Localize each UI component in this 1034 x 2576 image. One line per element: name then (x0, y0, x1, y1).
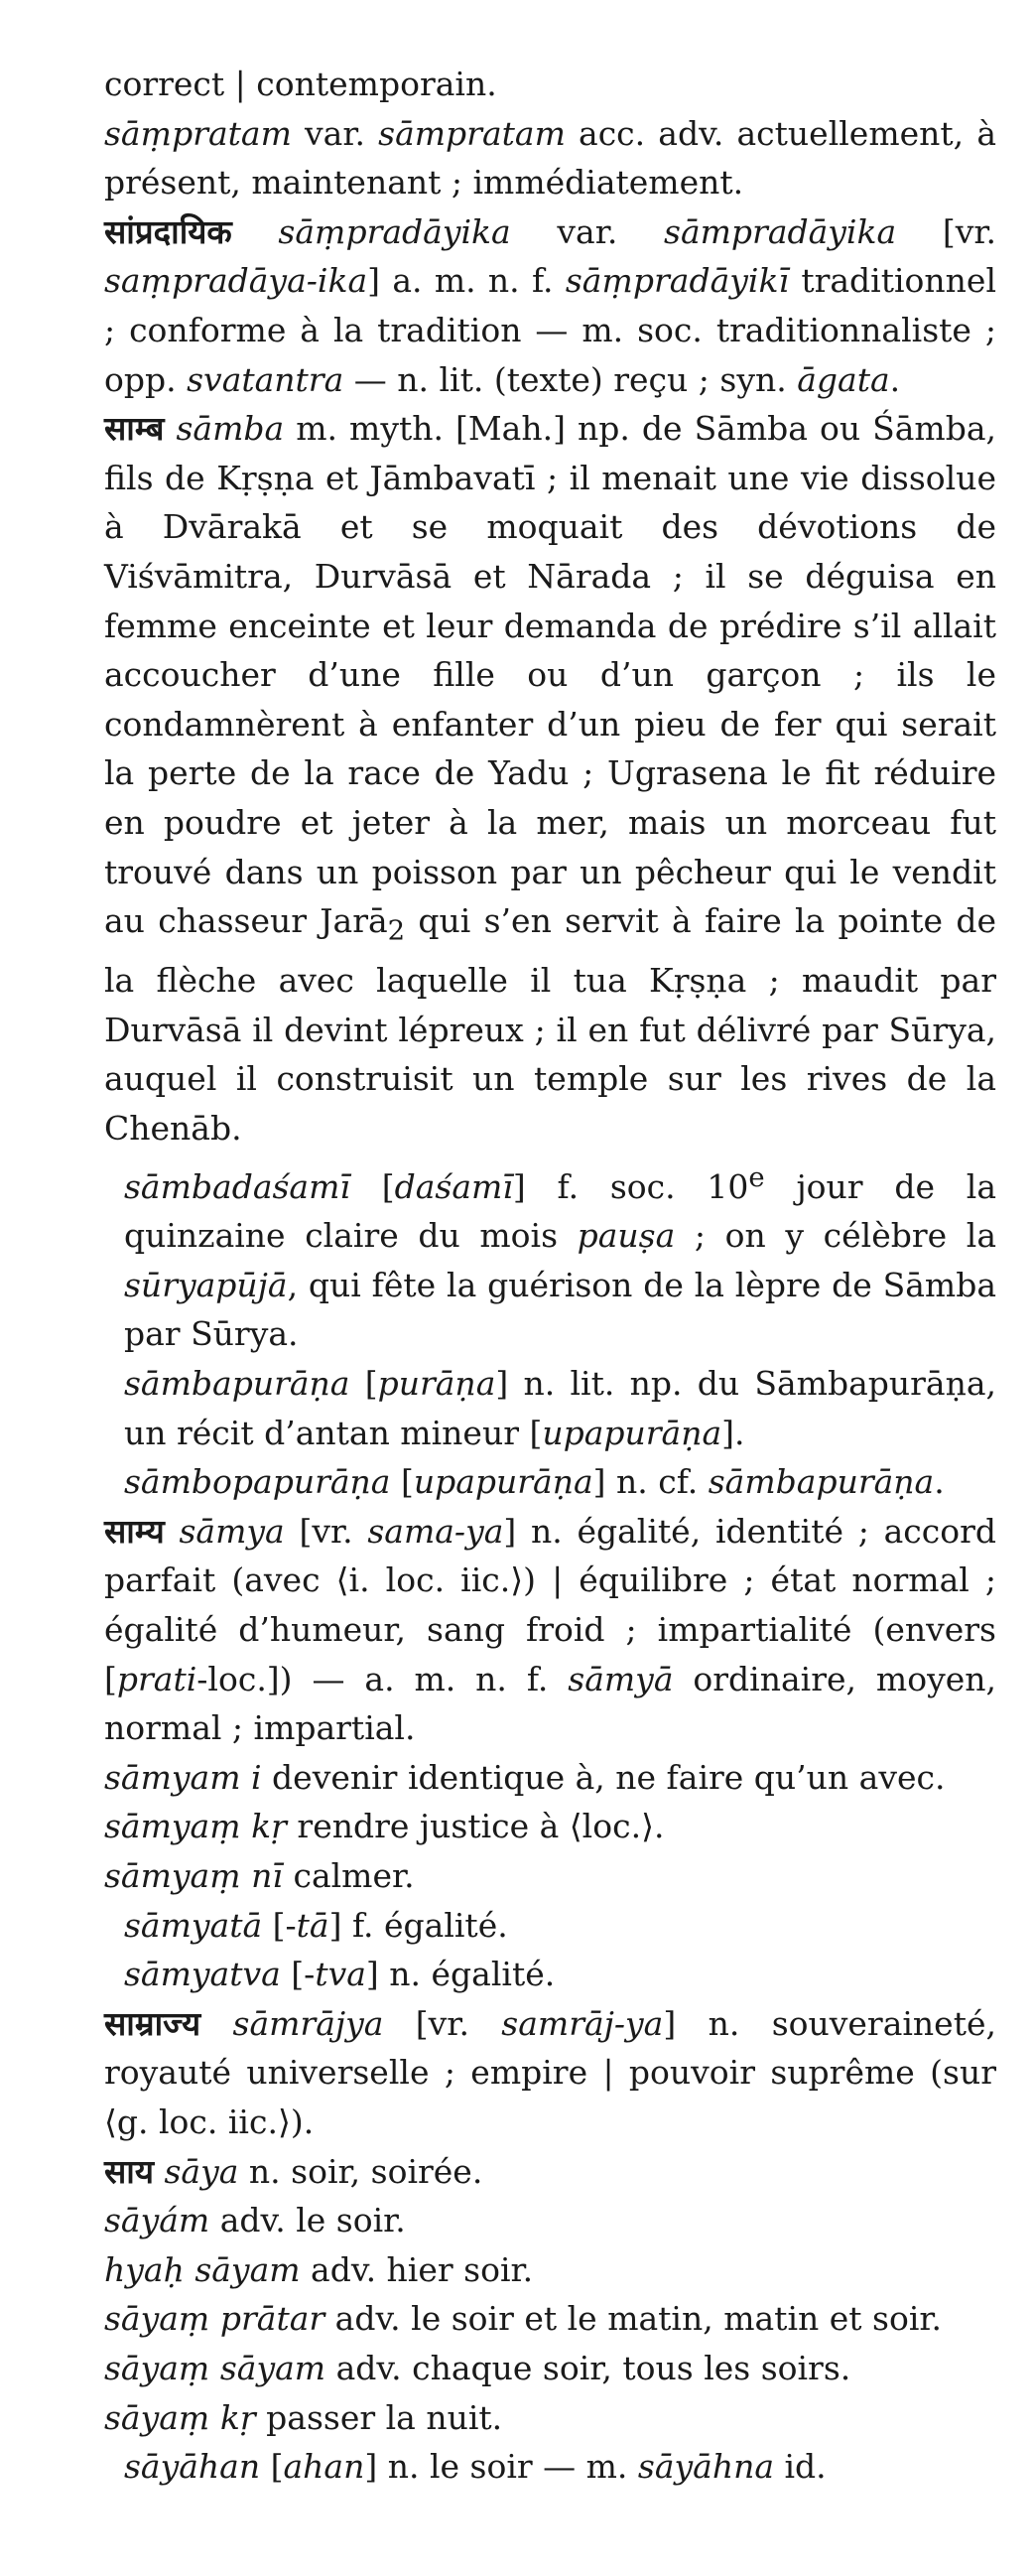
entry-text: , qui fête la guérison de la lèpre de Sāmba par Sūrya. (124, 1265, 996, 1354)
italic-term: sāmyaṃ kṛ (104, 1807, 287, 1846)
dictionary-entry (104, 1753, 996, 1803)
entry-text: [vr. (383, 2003, 502, 2043)
entry-text: ] n. cf. (592, 1462, 709, 1502)
subscript: 2 (387, 914, 406, 947)
italic-term: tā (296, 1905, 329, 1945)
italic-term: sāmbapurāṇa (124, 1364, 350, 1404)
entry-text: ] a. m. n. f. (367, 261, 566, 301)
italic-term: prati (116, 1659, 197, 1698)
entry-text: id. (774, 2447, 827, 2487)
italic-term: sāmya (179, 1511, 285, 1551)
entry-text: adv. chaque soir, tous les soirs. (325, 2348, 851, 2387)
entry-text: ] f. soc. 10 (512, 1166, 749, 1206)
entry-text: ]. (721, 1413, 745, 1452)
entry-text: passer la nuit. (255, 2397, 503, 2437)
dictionary-entry (104, 2196, 996, 2245)
superscript: e (748, 1160, 765, 1193)
sub-entry (104, 2442, 996, 2492)
entry-text: [ (390, 1462, 414, 1502)
entry-text: . (934, 1462, 945, 1502)
entry-text: var. (291, 113, 379, 153)
devanagari-headword: सांप्रदायिक (104, 211, 232, 251)
dictionary-entry (104, 404, 996, 1153)
italic-term: sāyāhan (124, 2447, 261, 2487)
italic-term: sāmyā (568, 1659, 674, 1698)
entry-text: calmer. (282, 1855, 415, 1895)
entry-text: ; on y célèbre la (675, 1216, 996, 1256)
entry-text: qui s’en servit à faire la pointe de la flèche avec laquelle il tua Kṛṣṇa ; maudit par Durvāsā il devint lépreux ; il en fut délivré par Sūrya, auquel il construisit un temple sur les rives de la Chenāb. (104, 901, 996, 1149)
italic-term: sāmpradāyika (664, 211, 897, 251)
entry-text: adv. le soir. (209, 2201, 406, 2240)
entry-text (164, 409, 176, 448)
dictionary-entry (104, 207, 996, 404)
italic-term: purāṇa (377, 1364, 496, 1404)
italic-term: sāmba (176, 409, 285, 449)
entry-text: ] n. le soir — m. (364, 2447, 638, 2487)
dictionary-entry (104, 2245, 996, 2295)
sub-entry (104, 1901, 996, 1951)
italic-term: samrāj-ya (501, 2003, 664, 2043)
entry-text: [vr. (284, 1511, 368, 1551)
italic-term: svatantra (187, 359, 344, 399)
entry-text (154, 2152, 165, 2191)
devanagari-headword: साम्ब (104, 409, 165, 449)
entry-text: . (889, 359, 901, 399)
entry-text: var. (510, 211, 665, 251)
sub-entry (104, 1153, 996, 1359)
italic-term: pauṣa (577, 1216, 676, 1256)
entry-text: [ (260, 2447, 284, 2487)
italic-term: sāya (164, 2151, 239, 2191)
italic-term: sama-ya (367, 1511, 504, 1551)
italic-term: sūryapūjā (124, 1265, 288, 1304)
italic-term: daśamī (394, 1166, 513, 1206)
italic-term: tva (315, 1955, 366, 1994)
italic-term: sāmyam i (104, 1757, 262, 1797)
devanagari-headword: साय (104, 2151, 154, 2191)
italic-term: sāyám (104, 2201, 210, 2240)
entry-text: [- (262, 1905, 297, 1945)
italic-term: sāmyaṃ nī (104, 1855, 283, 1895)
dictionary-entry (104, 1999, 996, 2147)
italic-term: sāyāhna (637, 2447, 775, 2487)
entry-text: acc. adv. actuellement, à présent, maintenant ; immédiatement. (104, 113, 996, 203)
dictionary-entry (104, 2147, 996, 2197)
entry-text: correct | contemporain. (104, 65, 497, 103)
entry-text: ] n. égalité. (365, 1955, 556, 1994)
dictionary-entry (104, 1851, 996, 1901)
italic-term: saṃpradāya-ika (104, 261, 368, 301)
entry-text: jour de la quinzaine claire du mois (124, 1166, 997, 1256)
entry-text: traditionnel ; conforme à la tradition — m. soc. traditionnaliste ; opp. (104, 261, 996, 399)
entry-text: rendre justice à ⟨loc.⟩. (286, 1807, 665, 1846)
entry-text: n. soir, soirée. (238, 2151, 483, 2191)
dictionary-entry (104, 1507, 996, 1753)
entry-text (200, 2004, 232, 2043)
entry-text: adv. hier soir. (300, 2249, 534, 2289)
entry-text: ] n. lit. np. du Sāmbapurāṇa, un récit d’antan mineur [ (124, 1364, 996, 1452)
entry-text: ordinaire, moyen, normal ; impartial. (104, 1659, 997, 1748)
entry-text: devenir identique à, ne faire qu’un avec. (261, 1757, 946, 1797)
dictionary-entry (104, 2294, 996, 2344)
italic-term: sāṃpradāyika (278, 211, 511, 251)
italic-term: ahan (283, 2447, 365, 2487)
dictionary-entry (104, 1802, 996, 1851)
italic-term: sāmyatā (124, 1905, 263, 1945)
entry-text: ] n. souveraineté, royauté universelle ; empire | pouvoir suprême (sur ⟨g. loc. iic.⟩). (104, 2003, 996, 2141)
entry-text: — n. lit. (texte) reçu ; syn. (343, 359, 798, 399)
entry-text: [ (349, 1364, 378, 1404)
italic-term: sāmrājya (232, 2003, 384, 2043)
italic-term: sāṃpradāyikī (565, 261, 790, 301)
italic-term: sāyaṃ prātar (104, 2299, 325, 2339)
entry-text: [ (349, 1166, 395, 1206)
devanagari-headword: साम्य (104, 1511, 165, 1551)
italic-term: āgata (797, 359, 890, 399)
italic-term: sāyaṃ sāyam (104, 2348, 326, 2387)
italic-term: sāmbopapurāṇa (124, 1462, 391, 1502)
italic-term: sāmyatva (124, 1955, 281, 1994)
entry-text: -loc.]) — a. m. n. f. (196, 1659, 569, 1698)
entry-text (232, 212, 279, 251)
entry-text: m. myth. [Mah.] np. de Sāmba ou Śāmba, fils de Kṛṣṇa et Jāmbavatī ; il menait une vie dissolue à Dvārakā et se moquait des dévotions de Viśvāmitra, Durvāsā et Nārada ; il se déguisa en femme enceinte et leur demanda de prédire s’il allait accoucher d’une fille ou d’un garçon ; ils le condamnèrent à enfanter d’un pieu de fer qui serait la perte de la race de Yadu ; Ugrasena le fit réduire en poudre et jeter à la mer, mais un morceau fut trouvé dans un poisson par un pêcheur qui le vendit au chasseur Jarā (104, 409, 996, 941)
italic-term: hyaḥ sāyam (104, 2249, 301, 2289)
italic-term: sāyaṃ kṛ (104, 2397, 256, 2437)
entry-text: ] n. égalité, identité ; accord parfait (avec ⟨i. loc. iic.⟩) | équilibre ; état normal ; égalité d’humeur, sang froid ; impartialité (envers [ (104, 1511, 997, 1698)
sub-entry (104, 1457, 996, 1507)
italic-term: sāmbadaśamī (124, 1166, 350, 1206)
sub-entry (104, 1359, 996, 1457)
entry-text: [- (280, 1955, 316, 1994)
sub-entry (104, 1950, 996, 1999)
italic-term: sāmbapurāṇa (708, 1462, 935, 1502)
italic-term: upapurāṇa (413, 1462, 593, 1502)
dictionary-entry (104, 2393, 996, 2443)
italic-term: upapurāṇa (542, 1413, 722, 1452)
entry-text: ] f. égalité. (328, 1905, 508, 1945)
devanagari-headword: साम्राज्य (104, 2003, 201, 2043)
dictionary-entry (104, 60, 996, 109)
dictionary-entry (104, 2344, 996, 2393)
entry-text (165, 1512, 180, 1551)
dictionary-entry (104, 109, 996, 207)
entry-text: adv. le soir et le matin, matin et soir. (324, 2299, 943, 2339)
italic-term: sāmpratam (378, 113, 566, 153)
entry-text: [vr. (896, 211, 996, 251)
italic-term: sāṃpratam (104, 113, 292, 153)
